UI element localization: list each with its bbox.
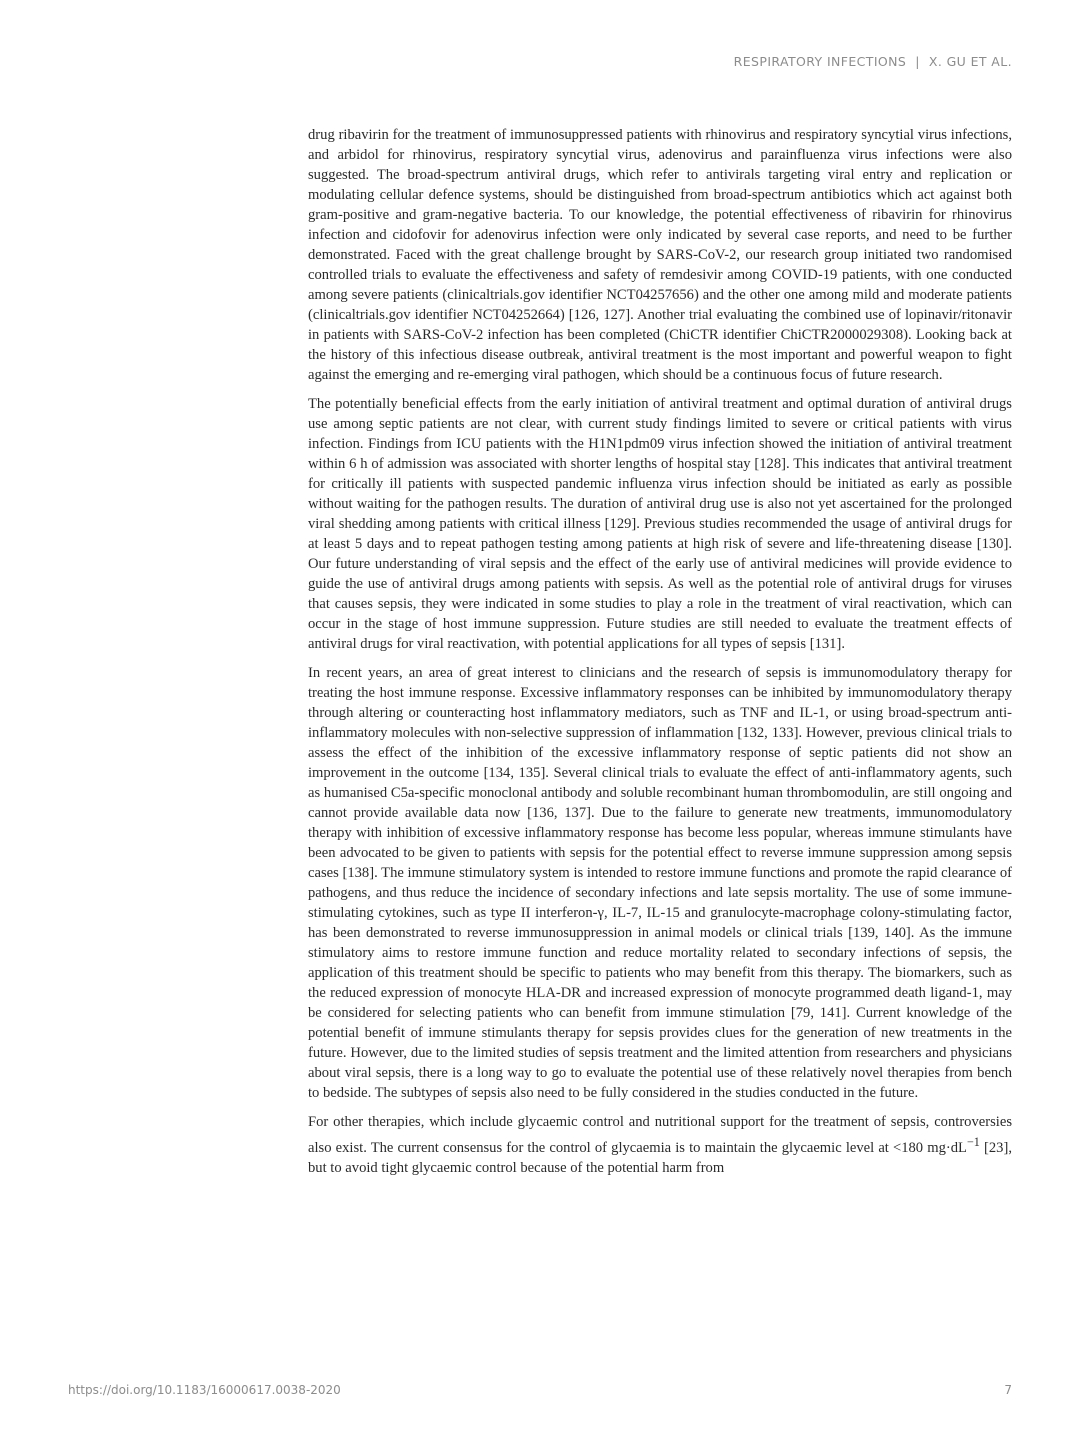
paragraph-immunomodulatory-therapy: In recent years, an area of great interest to clinicians and the research of sepsis is immunomodulatory therapy for treating the host immune response. Excessive inflammatory responses can be inhibited by immunomodulatory therapy through altering or counteracting host inflammatory mediators, such as TNF and IL-1, or using broad-spectrum anti-inflammatory molecules with non-selective suppression of inflammation [132, 133]. However, previous clinical trials to assess the effect of the inhibition of the excessive inflammatory response of septic patients did not show an improvement in the outcome [134, 135]. Several clinical trials to evaluate the effect of anti-inflammatory agents, such as humanised C5a-specific monoclonal antibody and soluble recombinant human thrombomodulin, are still ongoing and cannot provide available data now [136, 137]. Due to the failure to generate new treatments, immunomodulatory therapy with inhibition of excessive inflammatory response has become less popular, whereas immune stimulants have been advocated to be given to patients with sepsis for the potential effect to reverse immune suppression among sepsis cases [138]. The immune stimulatory system is intended to restore immune functions and promote the rapid clearance of pathogens, and thus reduce the incidence of secondary infections and late sepsis mortality. The use of some immune-stimulating cytokines, such as type II interferon-γ, IL-7, IL-15 and granulocyte-macrophage colony-stimulating factor, has been demonstrated to reverse immunosuppression in animal models or clinical trials [139, 140]. As the immune stimulatory aims to restore immune function and reduce mortality related to secondary infections of sepsis, the application of this treatment should be specific to patients who may benefit from this therapy. The biomarkers, such as the reduced expression of monocyte HLA-DR and increased expression of monocyte programmed death ligand-1, may be considered for selecting patients who can benefit from immune stimulation [79, 141]. Current knowledge of the potential benefit of immune stimulants therapy for sepsis provides clues for the generation of new treatments in the future. However, due to the limited studies of sepsis treatment and the limited attention from researchers and physicians about viral sepsis, there is a long way to go to evaluate the potential use of these relatively novel therapies from bench to bedside. The subtypes of sepsis also need to be fully considered in the studies conducted in the future. [308, 665, 1012, 1101]
article-body [308, 125, 1012, 1187]
unit-superscript: −1 [966, 1135, 980, 1149]
paragraph-antiviral-drugs: drug ribavirin for the treatment of immunosuppressed patients with rhinovirus and respiratory syncytial virus infections, and arbidol for rhinovirus, respiratory syncytial virus, adenovirus and parainfluenza virus infections were also suggested. The broad-spectrum antiviral drugs, which refer to antivirals targeting viral entry and replication or modulating cellular defence systems, should be distinguished from broad-spectrum antibiotics which act against both gram-positive and gram-negative bacteria. To our knowledge, the potential effectiveness of ribavirin for rhinovirus infection and cidofovir for adenovirus infection were only indicated by several case reports, and need to be further demonstrated. Faced with the great challenge brought by SARS-CoV-2, our research group initiated two randomised controlled trials to evaluate the effectiveness and safety of remdesivir among COVID-19 patients, with one conducted among severe patients (clinicaltrials.gov identifier NCT04257656) and the other one among mild and moderate patients (clinicaltrials.gov identifier NCT04252664) [126, 127]. Another trial evaluating the combined use of lopinavir/ritonavir in patients with SARS-CoV-2 infection has been completed (ChiCTR identifier ChiCTR2000029308). Looking back at the history of this infectious disease outbreak, antiviral treatment is the most important and powerful weapon to fight against the emerging and re-emerging viral pathogen, which should be a continuous focus of future research. [308, 127, 1012, 383]
paragraph-antiviral-timing: The potentially beneficial effects from the early initiation of antiviral treatment and optimal duration of antiviral drugs use among septic patients are not clear, with current study findings limited to severe or critical patients with virus infection. Findings from ICU patients with the H1N1pdm09 virus infection showed the initiation of antiviral treatment within 6 h of admission was associated with shorter lengths of hospital stay [128]. This indicates that antiviral treatment for critically ill patients with suspected pandemic influenza virus infection should be initiated as early as possible without waiting for the pathogen results. The duration of antiviral drug use is also not yet ascertained for the prolonged viral shedding among patients with critical illness [129]. Previous studies recommended the usage of antiviral drugs for at least 5 days and to repeat pathogen testing among patients at high risk of severe and life-threatening disease [130]. Our future understanding of viral sepsis and the effect of the early use of antiviral medicines will provide evidence to guide the use of antiviral drugs among patients with sepsis. As well as the potential role of antiviral drugs for viruses that causes sepsis, they were indicated in some studies to play a role in the treatment of viral reactivation, which can occur in the stage of host immune suppression. Future studies are still needed to evaluate the treatment effects of antiviral drugs for viral reactivation, with potential applications for all types of sepsis [131]. [308, 396, 1012, 652]
article-authors: X. GU ET AL. [928, 54, 1012, 69]
doi-link[interactable]: https://doi.org/10.1183/16000617.0038-2020 [68, 1383, 341, 1397]
paragraph-text-start: For other therapies, which include glycaemic control and nutritional support for the treatment of sepsis, controversies also exist. The current consensus for the control of glycaemia is to maintain the glycaemic level at <180 mg·dL [308, 1114, 1012, 1156]
running-head [734, 54, 1012, 69]
paragraph-other-therapies [308, 1112, 1012, 1178]
page-number: 7 [1004, 1383, 1012, 1397]
paragraph-text-end: [23], but to avoid tight glycaemic control because of the potential harm from [308, 1139, 1012, 1176]
header-separator: | [915, 54, 920, 69]
journal-section: RESPIRATORY INFECTIONS [733, 54, 907, 69]
